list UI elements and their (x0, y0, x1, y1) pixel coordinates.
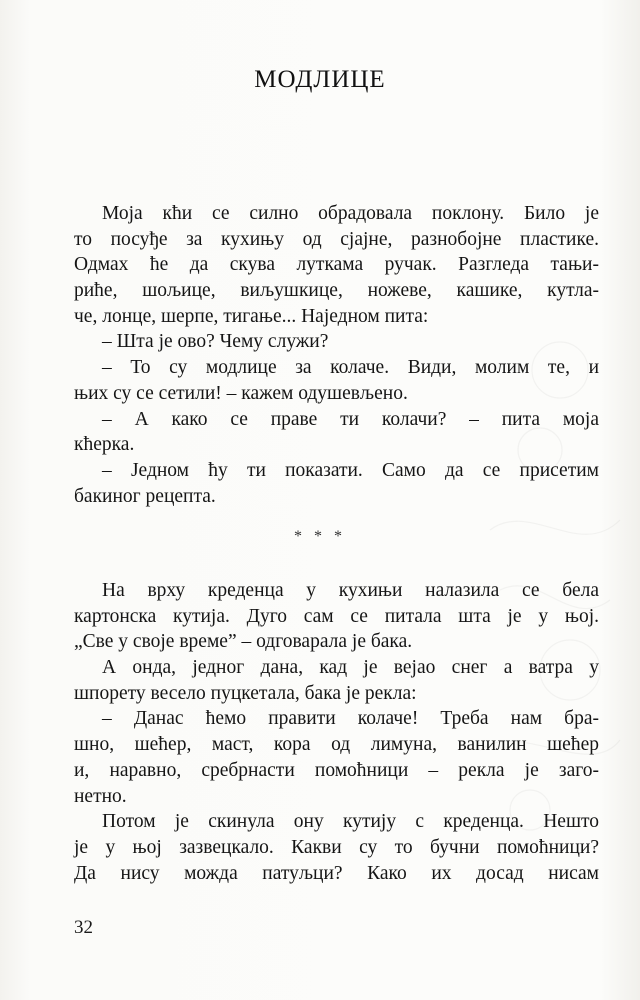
text-line: – То су модлице за колаче. Види, молим те, и (102, 357, 599, 379)
text-line: Одмах ће да скува луткама ручак. Разгледа тањи- (74, 254, 599, 276)
text-line: риће, шољице, виљушкице, ножеве, кашике, кутла- (74, 280, 599, 302)
text-line: – Шта је ово? Чему служи? (102, 331, 329, 353)
section-1-text (74, 201, 599, 509)
text-line: шно, шећер, маст, кора од лимуна, ванилин шећер (74, 734, 599, 756)
page-number: 32 (74, 917, 93, 938)
chapter-title: МОДЛИЦЕ (254, 66, 386, 93)
text-line: Моја кћи се силно обрадовала поклону. Било је (102, 203, 599, 224)
text-line: Потом је скинула ону кутију с креденца. Нешто (102, 811, 599, 833)
section-separator: * * * (294, 528, 346, 545)
text-line: је у њој зазвецкало. Какви су то бучни помоћници? (74, 836, 599, 858)
text-line: њих су се сетили! – кажем одушевљено. (74, 382, 408, 404)
section-2-text (74, 578, 599, 886)
text-line: – А како се праве ти колачи? – пита моја (102, 408, 599, 430)
text-line: бакиног рецепта. (74, 485, 216, 507)
text-line: че, лонце, шерпе, тигање... Наједном пита: (74, 305, 429, 327)
text-line: – Једном ћу ти показати. Само да се присетим (102, 459, 599, 481)
text-line: На врху креденца у кухињи налазила се бела (102, 580, 599, 601)
text-line: Да нису можда патуљци? Како их досад нисам (74, 862, 599, 884)
text-line: – Данас ћемо правити колаче! Треба нам бра- (102, 708, 599, 730)
text-line: и, наравно, сребрнасти помоћници – рекла је заго- (74, 759, 599, 781)
text-line: шпорету весело пуцкетала, бака је рекла: (74, 682, 417, 704)
text-line: кћерка. (74, 434, 135, 456)
text-line: картонска кутија. Дуго сам се питала шта је у њој. (74, 605, 599, 627)
text-line: то посуђе за кухињу од сјајне, разнобојне пластике. (74, 228, 599, 250)
text-line: „Све у своје време” – одговарала је бака. (74, 631, 413, 653)
text-line: нетно. (74, 785, 127, 807)
text-line: А онда, једног дана, кад је вејао снег а ватра у (102, 657, 599, 679)
